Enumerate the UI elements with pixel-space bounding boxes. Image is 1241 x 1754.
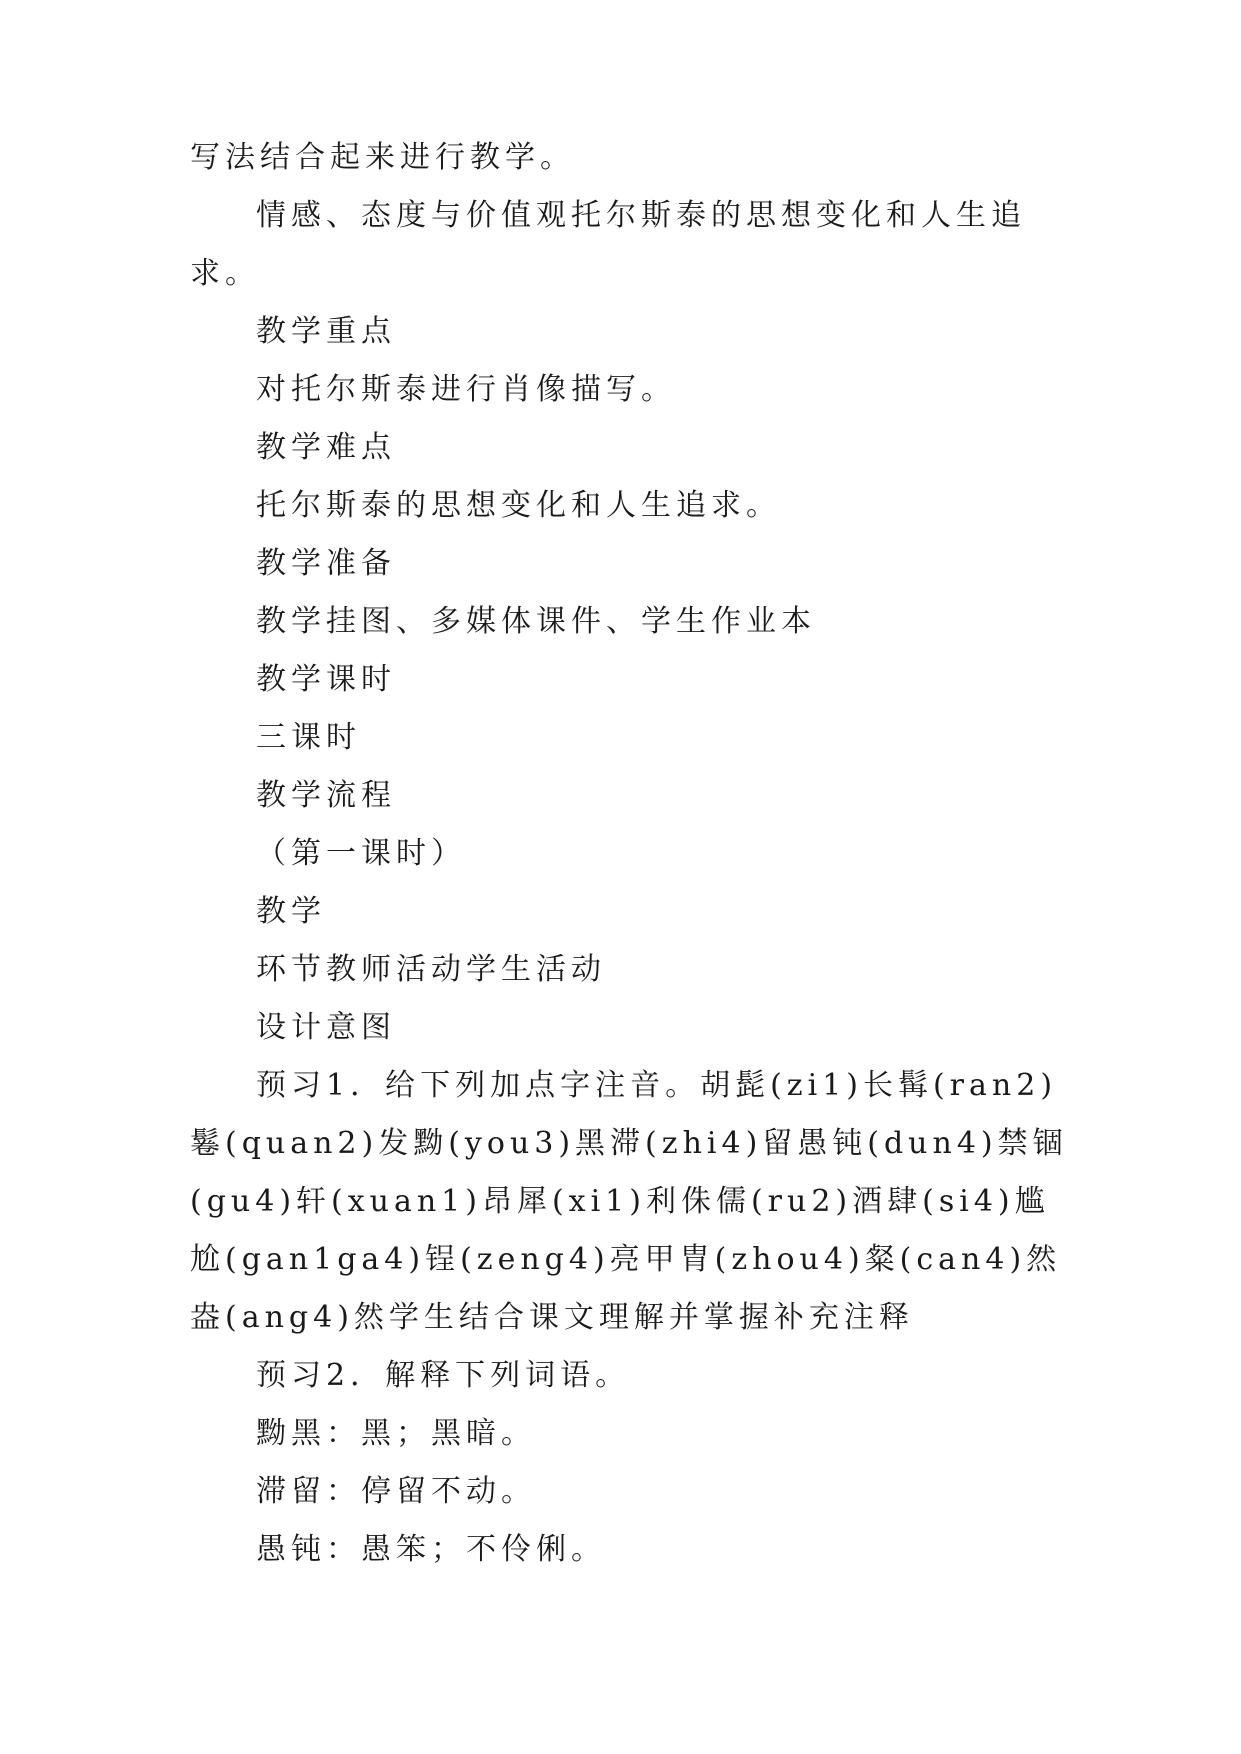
definition-zhiliu: 滞留：停留不动。 — [256, 1474, 536, 1509]
paragraph-emotion-goal: 情感、态度与价值观托尔斯泰的思想变化和人生追求。 — [190, 198, 1026, 291]
paragraph-preparation: 教学挂图、多媒体课件、学生作业本 — [256, 604, 816, 639]
document-body — [190, 140, 1070, 1579]
paragraph-key-points: 对托尔斯泰进行肖像描写。 — [256, 372, 676, 407]
paragraph-activities: 环节教师活动学生活动 — [256, 952, 606, 987]
paragraph-difficulties: 托尔斯泰的思想变化和人生追求。 — [256, 488, 781, 523]
paragraph-preview-1: 预习1．给下列加点字注音。胡髭(zi1)长髯(ran2)鬈(quan2)发黝(you3)黑滞(zhi4)留愚钝(dun4)禁锢(gu4)轩(xuan1)昂犀(xi1)利侏儒(ru2)酒肆(si4)尴尬(gan1ga4)锃(zeng4)亮甲胄(zhou4)粲(can4)然盎(ang4)然学生结合课文理解并掌握补充注释 — [190, 1068, 1068, 1335]
paragraph-preview-2: 预习2．解释下列词语。 — [256, 1358, 631, 1393]
heading-key-points: 教学重点 — [256, 314, 396, 349]
paragraph-teaching: 教学 — [256, 894, 326, 929]
paragraph-design-intent: 设计意图 — [256, 1010, 396, 1045]
paragraph-continuation: 写法结合起来进行教学。 — [190, 140, 575, 175]
paragraph-class-hours: 三课时 — [256, 720, 361, 755]
heading-process: 教学流程 — [256, 778, 396, 813]
heading-class-hours: 教学课时 — [256, 662, 396, 697]
heading-difficulties: 教学难点 — [256, 430, 396, 465]
paragraph-first-lesson: （第一课时） — [256, 836, 466, 871]
heading-preparation: 教学准备 — [256, 546, 396, 581]
definition-yudun: 愚钝：愚笨；不伶俐。 — [256, 1532, 606, 1567]
definition-youhei: 黝黑：黑；黑暗。 — [256, 1416, 536, 1451]
